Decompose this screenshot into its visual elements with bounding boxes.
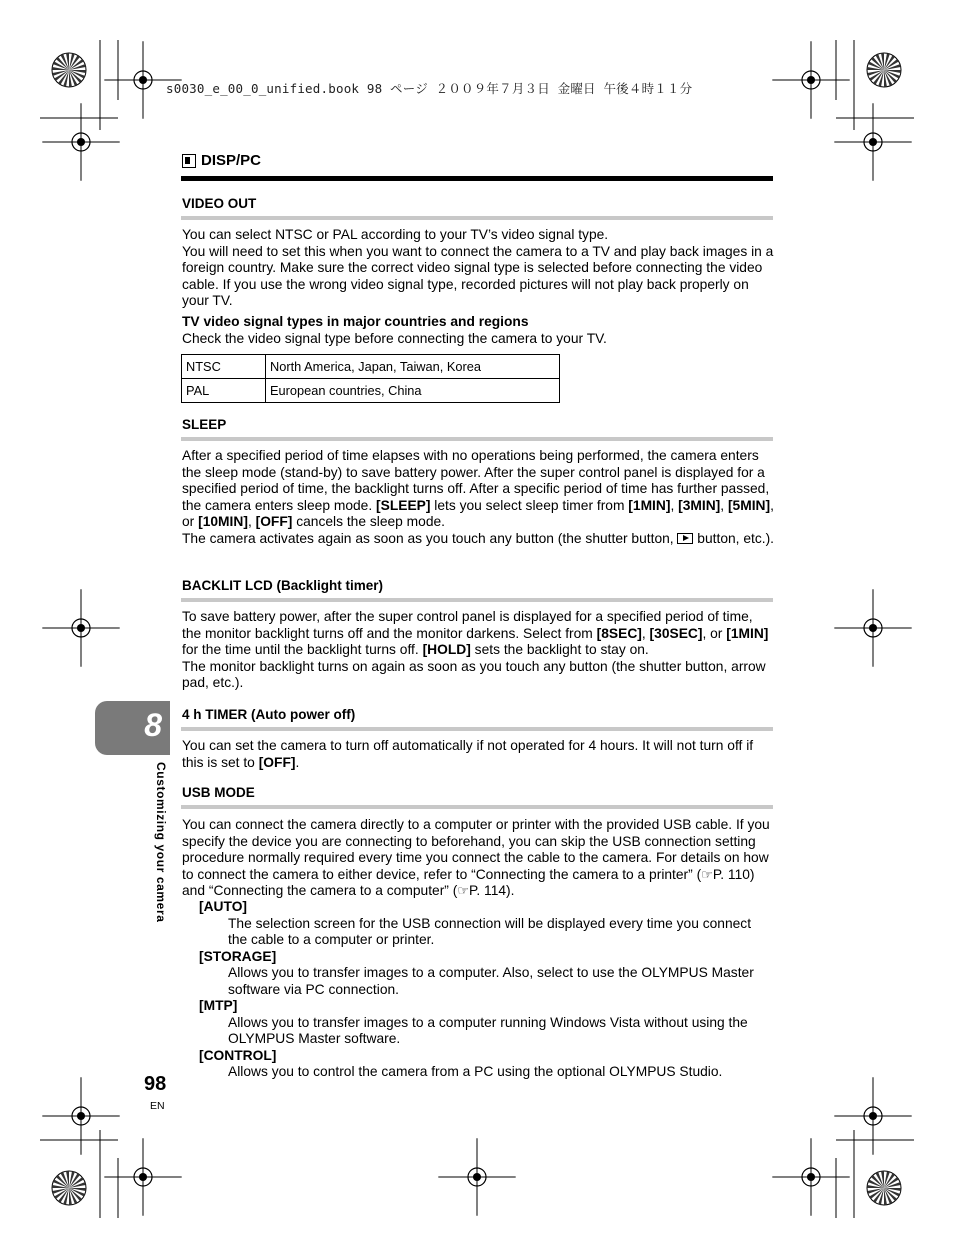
reference-icon: ☞ [457,883,469,899]
chapter-number: 8 [144,707,162,743]
backlit-body [182,609,774,692]
sleep-body [182,448,774,548]
paragraph: The camera activates again as soon as you touch any button (the shutter button, button, etc.). [182,530,774,546]
section-title-usb: USB MODE [182,785,255,800]
page-header-title: DISP/PC [201,152,262,169]
header-rule [181,176,773,181]
option-desc: Allows you to control the camera from a PC using the optional OLYMPUS Studio. [228,1064,723,1079]
table-cell: North America, Japan, Taiwan, Korea [266,355,560,379]
playback-menu-icon [182,154,196,168]
starburst-target-icon [867,53,901,87]
paragraph: You will need to set this when you want to connect the camera to a TV and play back images in a foreign country. Make sure the correct video signal type is selected before connecting the video cable. If you use the wrong video signal type, recorded pictures will not play back properly on your TV. [182,243,774,309]
registration-crosshair-icon [834,1077,911,1154]
timer-body [182,738,774,771]
table-row [182,379,560,403]
section-rule [181,727,773,731]
registration-crosshair-icon [42,1077,119,1154]
page-number: 98 [144,1073,167,1095]
page-header [182,152,261,169]
option-desc: Allows you to transfer images to a computer running Windows Vista without using the OLYMPUS Master software. [228,1014,748,1046]
usb-options [182,899,774,1081]
starburst-target-icon [52,53,86,87]
option-term: [STORAGE] [199,948,277,964]
option-desc: The selection screen for the USB connection will be displayed every time you connect the cable to a computer or printer. [228,915,752,947]
file-info-header: s0030_e_00_0_unified.book 98 ページ ２００９年７月３日 金曜日 午後４時１１分 [166,81,693,96]
reference-icon: ☞ [701,866,713,882]
registration-crosshair-icon [772,41,849,118]
page-language: EN [150,1100,165,1112]
video-out-body [182,227,774,347]
registration-crosshair-icon [772,1138,849,1215]
table-cell: PAL [182,379,266,403]
usb-body [182,817,774,900]
registration-crosshair-icon [834,589,911,666]
paragraph: Check the video signal type before connecting the camera to your TV. [182,330,607,346]
section-rule [181,598,773,602]
chapter-tab [95,701,170,755]
table-row [182,355,560,379]
registration-crosshair-icon [42,103,119,180]
section-title-backlit: BACKLIT LCD (Backlight timer) [182,578,384,593]
paragraph: After a specified period of time elapses with no operations being performed, the camera enters the sleep mode (stand-by) to save battery power. After the super control panel is displayed for a specified period of time, the backlight turns off. After a specific period of time has further passed, the camera enters sleep mode. [SLEEP] lets you select sleep timer from [1MIN], [3MIN], [5MIN], or [10MIN], [OFF] cancels the sleep mode. [182,448,774,530]
option-term: [MTP] [199,998,238,1013]
registration-crosshair-icon [834,103,911,180]
signal-table [181,354,560,403]
registration-crosshair-icon [104,1138,181,1215]
starburst-target-icon [867,1171,901,1205]
section-title-sleep: SLEEP [182,417,227,432]
chapter-label: Customizing your camera [154,762,168,923]
play-button-icon [677,533,693,544]
table-cell: European countries, China [266,379,560,403]
section-rule [181,216,773,220]
option-term: [AUTO] [199,899,248,914]
table-cell: NTSC [182,355,266,379]
paragraph: You can set the camera to turn off automatically if not operated for 4 hours. It will not turn off if this is set to [OFF]. [182,738,754,770]
option-term: [CONTROL] [199,1047,277,1063]
section-rule [181,805,773,809]
registration-crosshair-icon [438,1138,515,1215]
paragraph: The monitor backlight turns on again as soon as you touch any button (the shutter button, arrow pad, etc.). [182,658,766,691]
section-title-timer: 4 h TIMER (Auto power off) [182,707,356,722]
paragraph: To save battery power, after the super control panel is displayed for a specified period of time, the monitor backlight turns off and the monitor darkens. Select from [8SEC], [30SEC], or [1MIN] for the time until the backlight turns off. [HOLD] sets the backlight to stay on. [182,609,769,658]
paragraph: You can connect the camera directly to a computer or printer with the provided USB cable. If you specify the device you are connecting to beforehand, you can skip the USB connection setting procedure normally required every time you connect the cable to the camera. For details on how to connect the camera to either device, refer to “Connecting the camera to a printer” (☞P. 110) and “Connecting the camera to a computer” (☞P. 114). [182,817,770,899]
starburst-target-icon [52,1171,86,1205]
paragraph: You can select NTSC or PAL according to your TV’s video signal type. [182,227,609,242]
subheading: TV video signal types in major countries and regions [182,313,529,329]
registration-crosshair-icon [42,589,119,666]
section-rule [181,437,773,441]
section-title-video-out: VIDEO OUT [182,196,257,211]
option-desc: Allows you to transfer images to a computer. Also, select to use the OLYMPUS Master software via PC connection. [228,965,754,997]
